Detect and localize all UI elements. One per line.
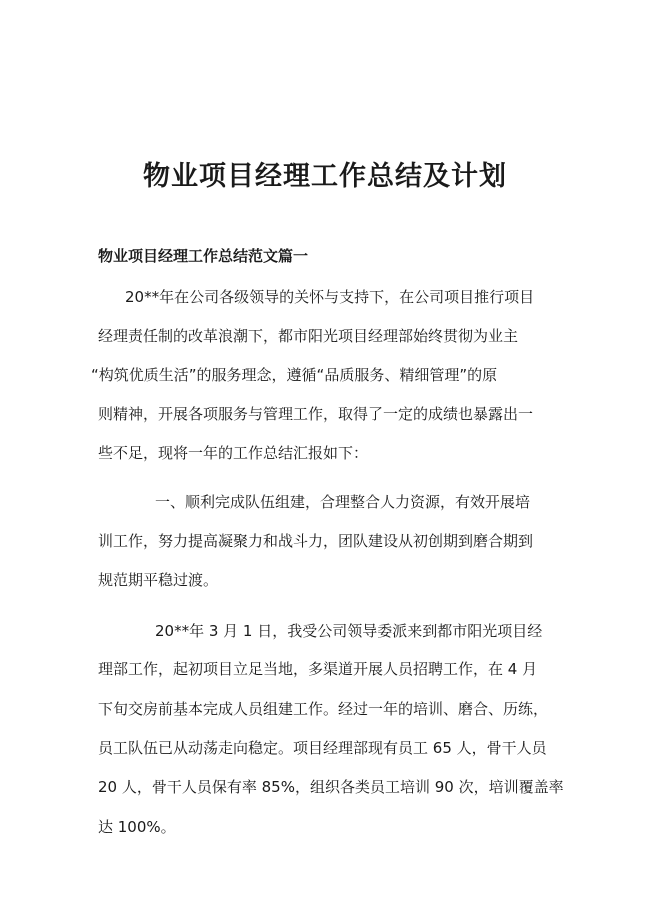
paragraph1-line4: 则精神，开展各项服务与管理工作，取得了一定的成绩也暴露出一 [98, 405, 534, 423]
paragraph3-line3: 下旬交房前基本完成人员组建工作。经过一年的培训、磨合、历练， [98, 700, 549, 718]
paragraph2-line2: 训工作，努力提高凝聚力和战斗力，团队建设从初创期到磨合期到 [98, 532, 534, 550]
paragraph3-line1: 20**年 3 月 1 日，我受公司领导委派来到都市阳光项目经 [155, 622, 543, 640]
section-subtitle: 物业项目经理工作总结范文篇一 [98, 247, 309, 265]
paragraph3-line6: 达 100%。 [98, 818, 176, 836]
paragraph3-line5: 20 人，骨干人员保有率 85%，组织各类员工培训 90 次，培训覆盖率 [98, 778, 564, 796]
paragraph2-line3: 规范期平稳过渡。 [98, 571, 219, 589]
paragraph2-line1: 一、顺利完成队伍组建，合理整合人力资源，有效开展培 [155, 493, 531, 511]
paragraph1-line3: “构筑优质生活”的服务理念，遵循“品质服务、精细管理”的原 [91, 366, 498, 384]
paragraph1-line1: 20**年在公司各级领导的关怀与支持下，在公司项目推行项目 [125, 288, 535, 306]
paragraph3-line4: 员工队伍已从动荡走向稳定。项目经理部现有员工 65 人，骨干人员 [98, 739, 547, 757]
paragraph1-line2: 经理责任制的改革浪潮下，都市阳光项目经理部始终贯彻为业主 [98, 327, 519, 345]
paragraph3-line2: 理部工作，起初项目立足当地，多渠道开展人员招聘工作，在 4 月 [98, 660, 538, 678]
paragraph1-line5: 些不足，现将一年的工作总结汇报如下： [98, 444, 369, 462]
document-title: 物业项目经理工作总结及计划 [143, 161, 507, 192]
